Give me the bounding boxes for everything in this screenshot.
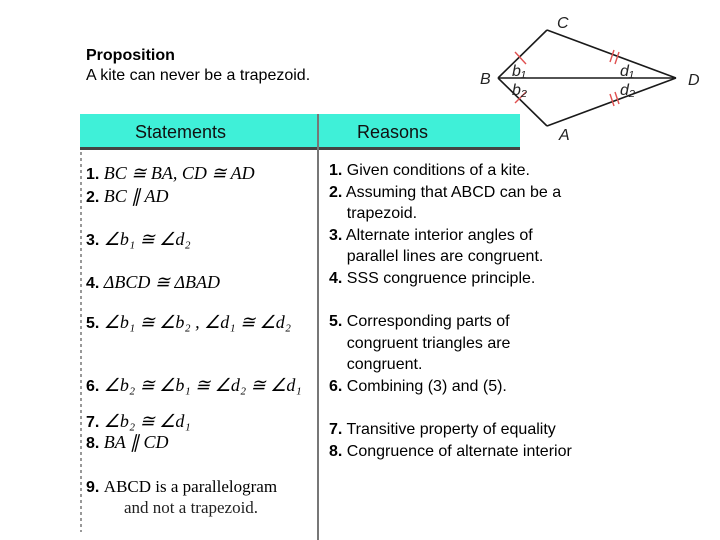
reason-number: 6. [329,377,343,395]
reason-number: 5. [329,313,343,331]
statement-number: 2. [86,189,100,206]
angle-d2: d₂ [620,82,635,99]
statement-number: 4. [86,275,100,292]
side-da [547,78,676,126]
reason-number: 1. [329,162,343,179]
statement-number: 6. [86,378,100,395]
reason-number: 8. [329,442,343,460]
statement-text: ∠b₁ ≅ ∠d₂ [103,229,191,249]
statement-number: 9. [86,479,100,496]
statement-number: 8. [86,435,100,452]
reason-4 [329,268,579,290]
reason-text: SSS congruence principle. [342,269,536,287]
reason-text: Alternate interior angles of parallel lines are congruent. [345,226,544,266]
vertex-c: C [557,15,569,32]
reason-8 [329,441,579,463]
tick-cd-2 [615,52,619,64]
reason-2 [329,182,579,225]
vertex-a: A [559,127,570,144]
reason-text: Assuming that ABCD can be a trapezoid. [345,183,562,223]
statement-text: ABCD is a parallelogram [103,477,278,496]
reasons-header-label: Reasons [357,122,429,142]
reason-text: Combining (3) and (5). [342,377,507,395]
proposition-text: A kite can never be a trapezoid. [86,67,311,84]
reason-text: Transitive property of equality [342,421,556,439]
reason-text: Congruence of alternate interior [342,442,572,460]
statement-2 [86,185,168,207]
reason-number: 7. [329,421,343,439]
angle-b1: b₁ [512,63,526,80]
statement-6 [86,374,302,396]
vertex-b: B [480,71,491,88]
statement-5 [86,311,291,333]
header-divider [80,147,520,150]
statement-number: 7. [86,414,100,431]
reason-6 [329,376,579,398]
proposition [86,46,310,86]
reason-spacer [329,290,579,312]
reason-7 [329,419,579,441]
reason-5 [329,311,579,376]
statement-number: 5. [86,315,100,332]
statement-text: ∠b₁ ≅ ∠b₂ , ∠d₁ ≅ ∠d₂ [103,312,292,332]
statement-text: BC ∥ AD [103,186,169,206]
angle-b2: b₂ [512,82,527,99]
reason-number: 2. [329,183,343,201]
statement-8 [86,431,168,453]
statement-text: BC ≅ BA, CD ≅ AD [103,163,255,183]
statement-7 [86,410,191,432]
tick-da-1 [610,94,614,106]
statement-text: BA ∥ CD [103,432,169,452]
statement-text: ∠b₂ ≅ ∠d₁ [103,411,191,431]
statement-4 [86,271,220,293]
statement-text: ∠b₂ ≅ ∠b₁ ≅ ∠d₂ ≅ ∠d₁ [103,375,302,395]
tick-cd-1 [610,50,614,62]
statement-9 [86,476,277,498]
reason-3 [329,225,579,268]
proposition-title: Proposition [86,47,175,64]
reason-number: 4. [329,269,343,287]
reason-text: Given conditions of a kite. [342,162,530,179]
reason-number: 3. [329,226,343,244]
statement-number: 3. [86,232,100,249]
statement-3 [86,228,191,250]
kite-diagram [470,8,720,148]
reason-1 [329,160,579,182]
statement-number: 1. [86,166,100,183]
statement-1 [86,162,255,184]
reason-text: Corresponding parts of congruent triangles are congruent. [346,313,511,374]
column-divider [317,114,319,540]
reasons-column [329,160,579,462]
left-border [80,152,82,532]
vertex-d: D [688,72,700,89]
statements-header-label: Statements [135,122,227,142]
reason-spacer [329,398,579,420]
side-cd [547,30,676,78]
angle-d1: d₁ [620,63,634,80]
statement-text: ΔBCD ≅ ΔBAD [103,272,220,292]
statement-9-note: and not a trapezoid. [124,498,259,517]
statements-header [80,114,317,147]
tick-da-2 [615,92,619,104]
